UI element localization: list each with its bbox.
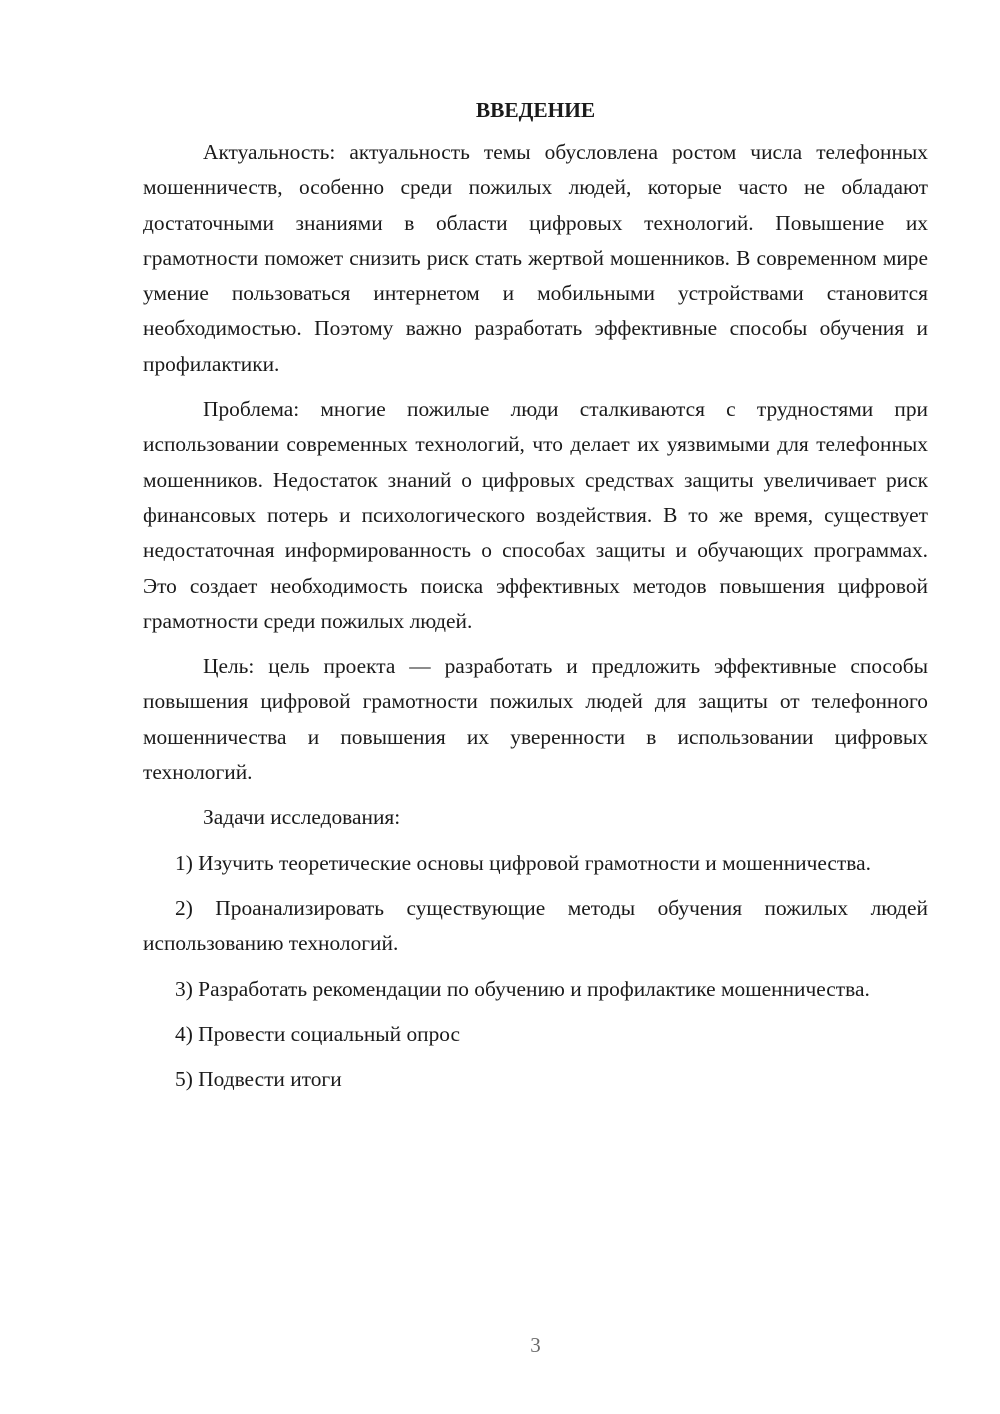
relevance-paragraph: Актуальность: актуальность темы обусловлена ростом числа телефонных мошенничеств, особенно среди пожилых людей, которые часто не обладают достаточными знаниями в области цифровых технологий. Повышение их грамотности поможет снизить риск стать жертвой мошенников. В современном мире умение пользоваться интернетом и мобильными устройствами становится необходимостью. Поэтому важно разработать эффективные способы обучения и профилактики. [143, 140, 928, 376]
goal-paragraph: Цель: цель проекта — разработать и предложить эффективные способы повышения цифровой грамотности пожилых людей для защиты от телефонного мошенничества и повышения их уверенности в использовании цифровых технологий. [143, 654, 928, 785]
problem-paragraph: Проблема: многие пожилые люди сталкиваются с трудностями при использовании современных технологий, что делает их уязвимыми для телефонных мошенников. Недостаток знаний о цифровых средствах защиты увеличивает риск финансовых потерь и психологического воздействия. В то же время, существует недостаточная информированность о способах защиты и обучающих программах. Это создает необходимость поиска эффективных методов повышения цифровой грамотности среди пожилых людей. [143, 397, 928, 633]
document-body [143, 95, 928, 1107]
task-item: 5) Подвести итоги [175, 1067, 342, 1092]
task-item: 2) Проанализировать существующие методы обучения пожилых людей использованию технологий. [143, 895, 928, 956]
task-item: 4) Провести социальный опрос [175, 1021, 461, 1046]
section-title: ВВЕДЕНИЕ [475, 98, 596, 122]
tasks-list [143, 846, 928, 1098]
tasks-heading: Задачи исследования: [203, 805, 401, 830]
task-item: 3) Разработать рекомендации по обучению и профилактике мошенничества. [175, 976, 870, 1001]
page-number: 3 [530, 1333, 541, 1357]
task-item: 1) Изучить теоретические основы цифровой грамотности и мошенничества. [175, 850, 871, 875]
